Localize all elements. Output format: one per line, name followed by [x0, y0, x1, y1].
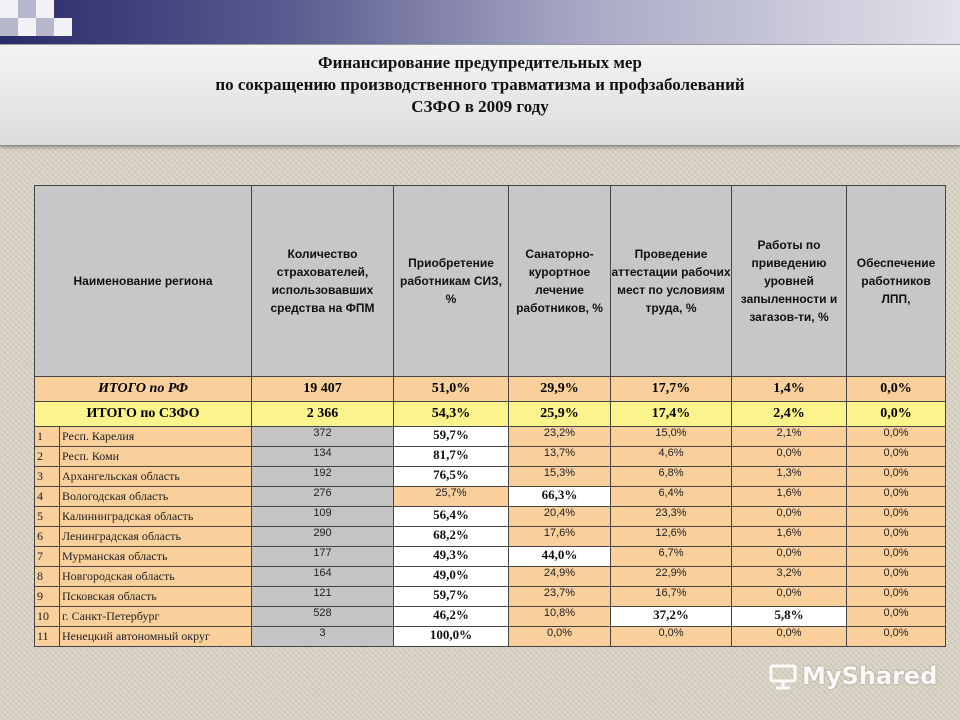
header-dust-gas: Работы по приведению уровней запыленности и загазов-ти, %: [732, 186, 847, 377]
region-name: Псковская область: [60, 587, 252, 607]
percent-cell: 66,3%: [509, 487, 611, 507]
percent-cell: 15,0%: [611, 427, 732, 447]
table-row: [35, 467, 946, 487]
percent-cell: 4,6%: [611, 447, 732, 467]
financing-table: [34, 185, 946, 647]
region-name: Новгородская область: [60, 567, 252, 587]
header-attestation: Проведение аттестации рабочих мест по условиям труда, %: [611, 186, 732, 377]
percent-cell: 0,0%: [847, 587, 946, 607]
insurers-count-cell: 177: [252, 547, 394, 567]
percent-cell: 5,8%: [732, 607, 847, 627]
row-number: 7: [35, 547, 60, 567]
decor-square: [54, 18, 72, 36]
total-rf-value: 0,0%: [847, 377, 946, 402]
percent-cell: 81,7%: [394, 447, 509, 467]
percent-cell: 2,1%: [732, 427, 847, 447]
insurers-count-cell: 109: [252, 507, 394, 527]
total-szfo-value: 54,3%: [394, 402, 509, 427]
percent-cell: 0,0%: [732, 627, 847, 647]
percent-cell: 22,9%: [611, 567, 732, 587]
region-name: Респ. Карелия: [60, 427, 252, 447]
total-rf-row: [35, 377, 946, 402]
region-name: Калининградская область: [60, 507, 252, 527]
total-szfo-value: 2 366: [252, 402, 394, 427]
percent-cell: 3,2%: [732, 567, 847, 587]
percent-cell: 10,8%: [509, 607, 611, 627]
percent-cell: 0,0%: [732, 447, 847, 467]
decor-square: [0, 18, 18, 36]
header-region: Наименование региона: [35, 186, 252, 377]
percent-cell: 6,8%: [611, 467, 732, 487]
total-szfo-value: 2,4%: [732, 402, 847, 427]
percent-cell: 0,0%: [509, 627, 611, 647]
header-sanatorium: Санаторно-курортное лечение работников, %: [509, 186, 611, 377]
region-name: Архангельская область: [60, 467, 252, 487]
table-header-row: [35, 186, 946, 377]
percent-cell: 1,6%: [732, 487, 847, 507]
decor-square: [36, 0, 54, 18]
total-rf-value: 29,9%: [509, 377, 611, 402]
region-name: Ненецкий автономный округ: [60, 627, 252, 647]
percent-cell: 0,0%: [732, 587, 847, 607]
percent-cell: 0,0%: [847, 487, 946, 507]
percent-cell: 0,0%: [611, 627, 732, 647]
watermark: [768, 656, 937, 696]
percent-cell: 17,6%: [509, 527, 611, 547]
percent-cell: 76,5%: [394, 467, 509, 487]
row-number: 9: [35, 587, 60, 607]
region-name: Ленинградская область: [60, 527, 252, 547]
percent-cell: 20,4%: [509, 507, 611, 527]
insurers-count-cell: 3: [252, 627, 394, 647]
percent-cell: 6,7%: [611, 547, 732, 567]
percent-cell: 6,4%: [611, 487, 732, 507]
percent-cell: 0,0%: [847, 527, 946, 547]
insurers-count-cell: 164: [252, 567, 394, 587]
percent-cell: 0,0%: [847, 607, 946, 627]
insurers-count-cell: 372: [252, 427, 394, 447]
table-row: [35, 487, 946, 507]
percent-cell: 1,6%: [732, 527, 847, 547]
insurers-count-cell: 276: [252, 487, 394, 507]
row-number: 10: [35, 607, 60, 627]
decor-square: [18, 18, 36, 36]
percent-cell: 49,0%: [394, 567, 509, 587]
total-rf-label: ИТОГО по РФ: [35, 377, 252, 402]
insurers-count-cell: 528: [252, 607, 394, 627]
percent-cell: 44,0%: [509, 547, 611, 567]
region-name: Мурманская область: [60, 547, 252, 567]
watermark-text: MyShared: [802, 662, 938, 690]
percent-cell: 0,0%: [847, 567, 946, 587]
insurers-count-cell: 121: [252, 587, 394, 607]
table-row: [35, 507, 946, 527]
insurers-count-cell: 134: [252, 447, 394, 467]
total-rf-value: 17,7%: [611, 377, 732, 402]
percent-cell: 0,0%: [732, 507, 847, 527]
percent-cell: 0,0%: [732, 547, 847, 567]
percent-cell: 0,0%: [847, 467, 946, 487]
percent-cell: 13,7%: [509, 447, 611, 467]
row-number: 8: [35, 567, 60, 587]
header-siz: Приобретение работникам СИЗ, %: [394, 186, 509, 377]
percent-cell: 12,6%: [611, 527, 732, 547]
table-row: [35, 627, 946, 647]
percent-cell: 56,4%: [394, 507, 509, 527]
title-line-3: СЗФО в 2009 году: [411, 97, 549, 116]
percent-cell: 49,3%: [394, 547, 509, 567]
percent-cell: 37,2%: [611, 607, 732, 627]
percent-cell: 0,0%: [847, 507, 946, 527]
percent-cell: 23,7%: [509, 587, 611, 607]
row-number: 2: [35, 447, 60, 467]
percent-cell: 16,7%: [611, 587, 732, 607]
percent-cell: 0,0%: [847, 547, 946, 567]
decor-square: [0, 0, 18, 18]
percent-cell: 23,3%: [611, 507, 732, 527]
row-number: 1: [35, 427, 60, 447]
table-row: [35, 447, 946, 467]
percent-cell: 23,2%: [509, 427, 611, 447]
insurers-count-cell: 290: [252, 527, 394, 547]
total-szfo-value: 17,4%: [611, 402, 732, 427]
row-number: 11: [35, 627, 60, 647]
percent-cell: 59,7%: [394, 427, 509, 447]
row-number: 4: [35, 487, 60, 507]
top-banner: [0, 0, 960, 44]
title-panel: [0, 44, 960, 146]
table-row: [35, 607, 946, 627]
decor-square: [18, 0, 36, 18]
percent-cell: 100,0%: [394, 627, 509, 647]
percent-cell: 1,3%: [732, 467, 847, 487]
percent-cell: 15,3%: [509, 467, 611, 487]
percent-cell: 25,7%: [394, 487, 509, 507]
table-row: [35, 587, 946, 607]
total-szfo-row: [35, 402, 946, 427]
table-row: [35, 427, 946, 447]
presentation-icon: [768, 661, 798, 691]
region-name: Вологодская область: [60, 487, 252, 507]
total-rf-value: 19 407: [252, 377, 394, 402]
title-line-2: по сокращению производственного травматизма и профзаболеваний: [215, 75, 745, 94]
header-lpp: Обеспечение работников ЛПП,: [847, 186, 946, 377]
percent-cell: 68,2%: [394, 527, 509, 547]
row-number: 6: [35, 527, 60, 547]
title-line-1: Финансирование предупредительных мер: [318, 53, 642, 72]
percent-cell: 46,2%: [394, 607, 509, 627]
row-number: 3: [35, 467, 60, 487]
row-number: 5: [35, 507, 60, 527]
total-szfo-value: 25,9%: [509, 402, 611, 427]
table-row: [35, 527, 946, 547]
total-szfo-label: ИТОГО по СЗФО: [35, 402, 252, 427]
total-szfo-value: 0,0%: [847, 402, 946, 427]
percent-cell: 0,0%: [847, 627, 946, 647]
region-name: Респ. Коми: [60, 447, 252, 467]
region-name: г. Санкт-Петербург: [60, 607, 252, 627]
table-row: [35, 567, 946, 587]
table-row: [35, 547, 946, 567]
header-insurers-count: Количество страхователей, использовавших средства на ФПМ: [252, 186, 394, 377]
percent-cell: 0,0%: [847, 447, 946, 467]
percent-cell: 0,0%: [847, 427, 946, 447]
insurers-count-cell: 192: [252, 467, 394, 487]
total-rf-value: 1,4%: [732, 377, 847, 402]
percent-cell: 59,7%: [394, 587, 509, 607]
percent-cell: 24,9%: [509, 567, 611, 587]
decor-square: [36, 18, 54, 36]
total-rf-value: 51,0%: [394, 377, 509, 402]
